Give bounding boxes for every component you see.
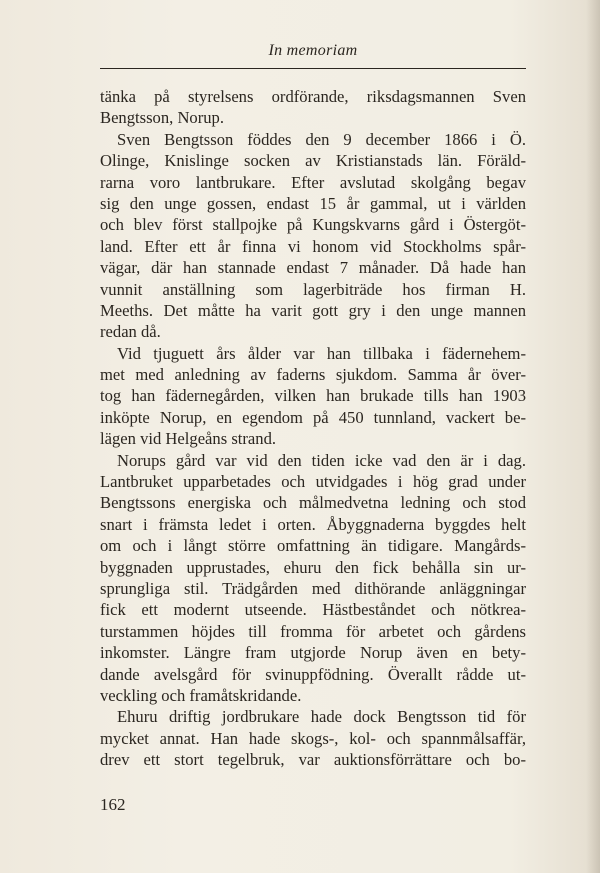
text-line: dande avelsgård för svinuppfödning. Överallt rådde ut- bbox=[100, 664, 526, 684]
text-line: mycket annat. Han hade skogs-, kol- och spannmålsaffär, bbox=[100, 728, 526, 748]
text-line: Bengtssons energiska och målmedvetna ledning och stod bbox=[100, 493, 526, 513]
body-text bbox=[100, 86, 526, 771]
text-line: tog han fädernegården, vilken han brukade tills han 1903 bbox=[100, 386, 526, 406]
header-rule bbox=[100, 68, 526, 69]
page-gutter-shadow bbox=[586, 0, 600, 873]
text-line: fick ett modernt utseende. Hästbeståndet och nötkrea- bbox=[100, 600, 526, 620]
text-line: Norups gård var vid den tiden icke vad den är i dag. bbox=[117, 450, 526, 470]
text-line: lägen vid Helgeåns strand. bbox=[100, 429, 277, 449]
text-line: Lantbruket upparbetades och utvidgades i hög grad under bbox=[100, 472, 526, 492]
text-line: om och i långt större omfattning än tidigare. Mangårds- bbox=[100, 536, 526, 556]
text-line: Vid tjuguett års ålder var han tillbaka i fädernehem- bbox=[117, 343, 526, 363]
text-line: inköpte Norup, en egendom på 450 tunnland, vackert be- bbox=[100, 407, 526, 427]
text-line: veckling och framåtskridande. bbox=[100, 685, 302, 705]
text-line: redan då. bbox=[100, 322, 161, 342]
text-line: drev ett stort tegelbruk, var auktionsförrättare och bo- bbox=[100, 750, 526, 770]
text-line: och blev först stallpojke på Kungskvarns gård i Östergöt- bbox=[100, 215, 526, 235]
text-line: Olinge, Knislinge socken av Kristianstads län. Föräld- bbox=[100, 151, 526, 171]
text-line: Ehuru driftig jordbrukare hade dock Bengtsson tid för bbox=[117, 707, 526, 727]
text-line: land. Efter ett år finna vi honom vid Stockholms spår- bbox=[100, 236, 526, 256]
text-line: Meeths. Det måtte ha varit gott gry i den unge mannen bbox=[100, 300, 526, 320]
text-line: inkomster. Längre fram utgjorde Norup även en bety- bbox=[100, 643, 526, 663]
text-line: vunnit anställning som lagerbiträde hos firman H. bbox=[100, 279, 526, 299]
text-line: Sven Bengtsson föddes den 9 december 1866 i Ö. bbox=[117, 129, 526, 149]
text-line: rarna voro lantbrukare. Efter avslutad skolgång begav bbox=[100, 172, 526, 192]
text-line: snart i främsta ledet i orten. Åbyggnaderna byggdes helt bbox=[100, 514, 526, 534]
text-line: vägar, där han stannade endast 7 månader. Då hade han bbox=[100, 258, 526, 278]
running-head: In memoriam bbox=[268, 42, 358, 59]
text-line: Bengtsson, Norup. bbox=[100, 108, 224, 128]
text-line: met med anledning av faderns sjukdom. Samma år över- bbox=[100, 365, 526, 385]
page-number: 162 bbox=[100, 795, 126, 814]
text-line: sprungliga stil. Trädgården med dithörande anläggningar bbox=[100, 578, 526, 598]
text-line: sig den unge gossen, endast 15 år gammal, ut i världen bbox=[100, 193, 526, 213]
text-line: tänka på styrelsens ordförande, riksdagsmannen Sven bbox=[100, 87, 526, 106]
text-line: byggnaden upprustades, ehuru den fick behålla sin ur- bbox=[100, 557, 526, 577]
text-line: turstammen höjdes till fromma för arbetet och gårdens bbox=[100, 621, 526, 641]
